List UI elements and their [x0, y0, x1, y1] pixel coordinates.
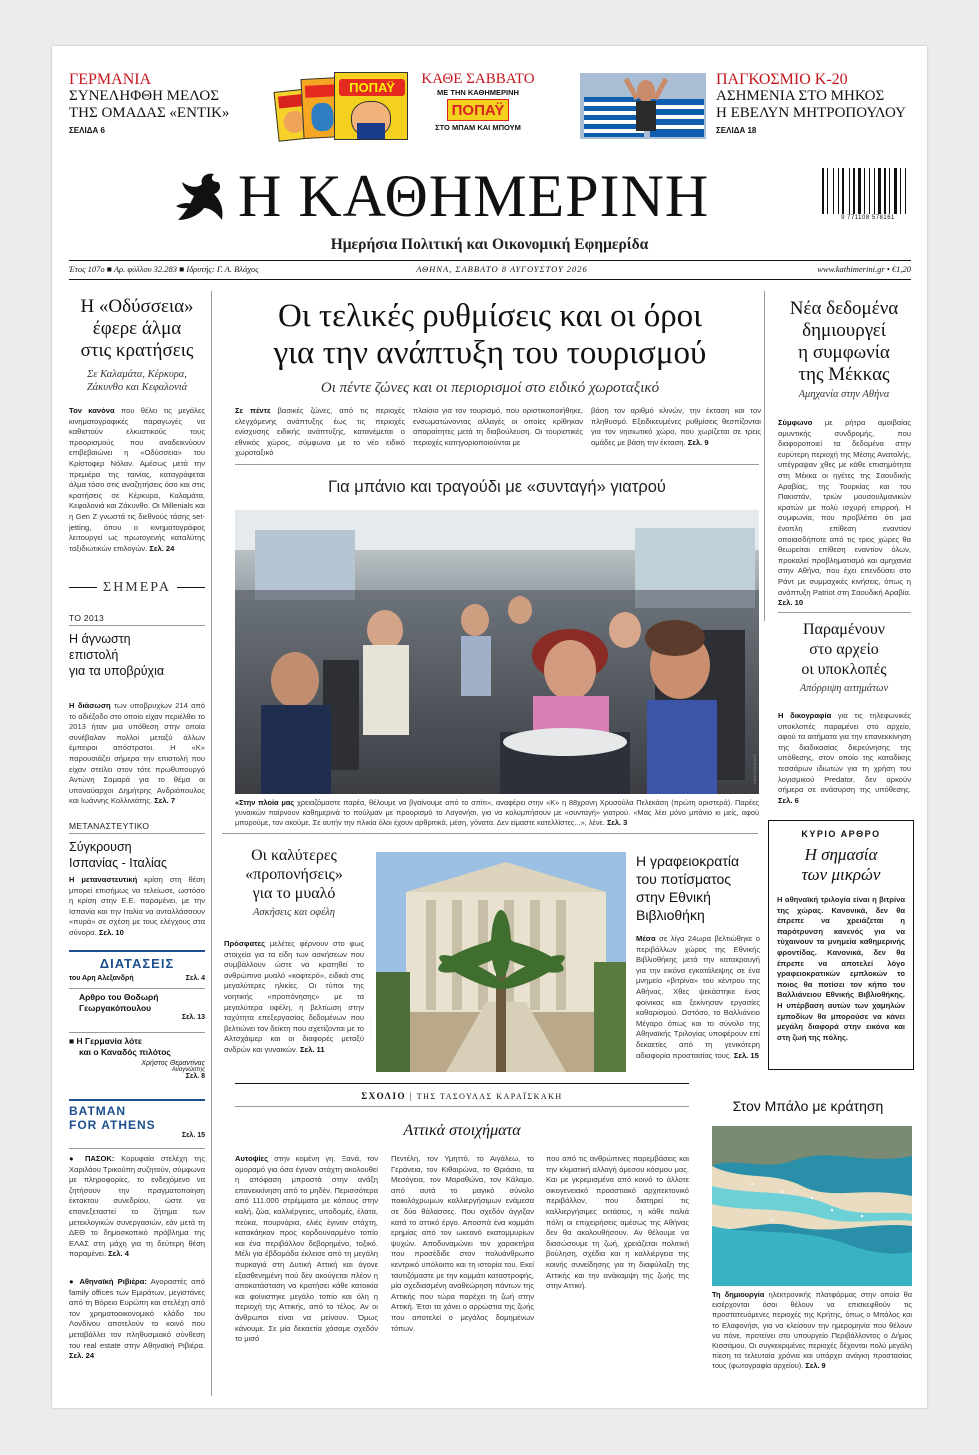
editorial-title-1: Η σημασία: [804, 845, 878, 864]
wiretaps-title-2: στο αρχείο: [809, 641, 879, 658]
barcode-bar: [858, 168, 861, 214]
left-item1-text: των υποβρυχίων 214 από το αδιέξοδο στο οποίο είχαν περιέλθει το 2013 ήταν μια υπόθεση στην οποία συνέβαλαν πολλοί μεταξύ άλλων έμπειροι απόστρατοι. Η «Κ» παρουσιάζει σήμερα την επιστολή που είχαν στείλει στον τότε πρωθυπουργό Αντώνη Σαμαρά για το θέμα οι υποναύαρχοι Δημήτρης Ανδριόπουλος και Ιωάννης Κολλινιάτης.: [69, 701, 205, 806]
mecca-lead-word: Σύμφωνο: [778, 418, 813, 427]
barcode-bar: [894, 168, 897, 214]
barcode-bar: [853, 168, 855, 214]
athlete-photo[interactable]: [580, 73, 706, 139]
index-byline-page: Σελ. 4: [185, 975, 205, 982]
library-body: [636, 934, 760, 1061]
barcode-bar: [842, 168, 844, 214]
library-title-1: Η γραφειοκρατία: [636, 853, 740, 869]
rule-scholio-top: [235, 1083, 689, 1084]
wiretaps-title-3: οι υποκλοπές: [801, 661, 887, 678]
bullet-pasok-lead-text: ΠΑΣΟΚ:: [84, 1154, 115, 1163]
wiretaps-title-1: Παραμένουν: [803, 621, 885, 638]
index-item-2-author: Χρήστος Θεραντίνας: [141, 1060, 205, 1067]
mecca-subtitle: Αμηχανία στην Αθήνα: [798, 389, 890, 400]
brain-page: Σελ. 11: [299, 1044, 325, 1054]
comic-cover-2-figure: [311, 102, 334, 131]
barcode-bar: [878, 168, 881, 214]
athlete-photo-illustration: [580, 73, 706, 139]
teaser-germany-page: ΣΕΛΙΔΑ 6: [69, 126, 105, 135]
teaser-popeye-line-1: ΜΕ ΤΗΝ ΚΑΘΗΜΕΡΙΝΗ: [437, 88, 519, 97]
editorial-body: Η αθηναϊκή τριλογία είναι η βιτρίνα της χώρας. Κανονικά, δεν θα έπρεπε να χρειάζεται η παρότρυνση κανενός για να τύχαινουν τα μνημεία καθημερινής φροντίδας. Κανονικά, δεν θα έπρεπε να αποτελεί λόγο γραφειοκρατικών εμπλοκών το ποιος θα ποτίσει τον κήπο του Βαλλιάνειου Εθνικής Βιβλιοθήκης. Η υπέρβαση αυτών των χαμηλών εμποδίων θα μπορούσε να κάνει μεγάλη διαφορά στην εικόνα και στη ζωή της πόλης.: [777, 895, 905, 1042]
photo-headline[interactable]: Για μπάνιο και τραγούδι με «συνταγή» γιατρού: [328, 478, 666, 496]
rule-index-top: [69, 950, 205, 952]
mecca-story[interactable]: [772, 298, 916, 400]
mecca-page: Σελ. 10: [778, 598, 804, 608]
teaser-k20[interactable]: [716, 71, 916, 135]
balos-photo[interactable]: [712, 1126, 912, 1286]
index-byline: του Αρη Αλεξανδρή: [69, 975, 134, 982]
rule-index-1: [69, 988, 205, 989]
rule-below-photo: [222, 833, 758, 834]
today-label-wrap: [69, 578, 205, 596]
batman-line-1: BATMAN: [69, 1104, 127, 1118]
barcode-bar: [833, 168, 834, 214]
library-photo-credit: NIKE KOKKALIS: [368, 1011, 373, 1042]
left-bullet-riviera: [69, 1277, 205, 1362]
rule-index-bottom: [69, 1148, 205, 1149]
main-headline-line-2: για την ανάπτυξη του τουρισμού: [273, 335, 707, 371]
comic-title: ΠΟΠΑΫ: [349, 80, 395, 95]
barcode-bar: [900, 168, 901, 214]
barcode-bar: [889, 168, 890, 214]
batman-for-athens[interactable]: [69, 1104, 205, 1139]
mecca-title-4: της Μέκκας: [798, 364, 890, 385]
index-item-2-role: Αναγνώστης: [171, 1067, 205, 1073]
bullet-riviera-page: Σελ. 24: [69, 1351, 95, 1361]
brain-title-3: για το μυαλό: [252, 885, 336, 902]
left-item1-page: Σελ. 7: [154, 796, 176, 806]
scholio-col-2: Πεντέλη, τον Υμηττό, το Αιγάλεω, το Γεράνεια, τον Κιθαιρώνα, το Θριάσιο, τα Μεσόγεια, τον Μαραθώνα, τον Κάλαμο, από αυτά το μαγικό σύνολο ποικιλόχρωμων καλλιεργήσιμων ενάμεσα σε δύο θάλασσες. Που σχεδόν άγγιξαν κατά το αττικό έργο. Αποσπά ένα κομμάτι ερημίας από τον ωκεανό εκατομμυρίων ψυχών. Αποδυναμώνει τον χαρακτήρα που προσέδιδε στον πολυάνθρωπο κεντρικό υπόλοιπο και τη ιστορία του. Εκεί ταυτιζόμαστε με την κομμάτι καταστροφής, μία σχεδιασμένη αναθεώρηση πάντων της Αττικής που τώρα παρέχει τη ζωή στην Αττική. Έτσι τα χάνει ο αρρώστια της ζωής που αποτελεί ο μεγάλος δομημένων τόπων.: [391, 1154, 534, 1333]
left-lead-title-2: έφερε άλμα: [92, 318, 182, 339]
wiretaps-story[interactable]: [772, 620, 916, 694]
left-item-migration[interactable]: [69, 821, 205, 871]
left-lead-story[interactable]: [69, 296, 205, 394]
mecca-body: [778, 418, 911, 609]
wiretaps-lead-word: Η δικογραφία: [778, 711, 832, 720]
main-col-1-text: βασικές ζώνες, από τις περιοχές ελεγχόμενης ανάπτυξης έως τις περιοχές ενίσχυσης ειδικής ανάπτυξης, κατανέμεται ο εθνικός χώρος, σύμφωνα με το νέο ειδικό χωροταξικό: [235, 406, 406, 458]
rule-wiretaps: [778, 612, 911, 613]
left-item2-title-2: Ισπανίας - Ιταλίας: [69, 856, 167, 870]
barcode-number: 9 771108 578161: [841, 215, 895, 221]
barcode-bar: [827, 168, 828, 214]
barcode: [822, 168, 914, 224]
left-lead-lead-word: Τον κανόνα: [69, 406, 115, 415]
popeye-shirt: [357, 123, 385, 139]
teaser-k20-page: ΣΕΛΙΔΑ 18: [716, 126, 757, 135]
dateline: ΑΘΗΝΑ, ΣΑΒΒΑΤΟ 8 ΑΥΓΟΥΣΤΟΥ 2026: [416, 264, 588, 274]
left-item2-text: κρίση στη θέση μπορεί επισήμως να τελείωσε, ωστόσο η κρίση στην Ε.Ε. παραμένει, με την Ισπανία και την Ιταλία να ανταλλάσσουν «πυρά» σε σχέση με τους ελέγχους στα σύνορα.: [69, 875, 205, 937]
index-item-2-title-1-text: Η Γερμανία λότε: [76, 1036, 142, 1046]
library-title-4: Βιβλιοθήκη: [636, 907, 705, 923]
index-item-2-title-1: ■ Η Γερμανία λότε: [69, 1036, 142, 1046]
barcode-bar: [869, 168, 870, 214]
balos-photo-illustration: [712, 1126, 912, 1286]
bus-photo[interactable]: [235, 510, 759, 794]
batman-line-2: FOR ATHENS: [69, 1118, 156, 1132]
main-headline[interactable]: [222, 298, 758, 372]
left-item1-body: [69, 701, 205, 807]
brain-subtitle: Ασκήσεις και οφέλη: [252, 907, 335, 918]
barcode-bar: [838, 168, 839, 214]
teaser-k20-kicker: ΠΑΓΚΟΣΜΙΟ Κ-20: [716, 71, 848, 88]
rule-scholio-bottom: [235, 1106, 689, 1107]
library-story[interactable]: [636, 852, 756, 924]
divider-right-top: [764, 291, 765, 621]
scholio-title[interactable]: Αττικά στοιχήματα: [403, 1122, 521, 1139]
teaser-popeye-line-2: ΣΤΟ ΜΠΑΜ ΚΑΙ ΜΠΟΥΜ: [435, 123, 521, 132]
masthead-title[interactable]: Η ΚΑΘΗΜΕΡΙΝΗ: [238, 163, 710, 229]
bus-caption-lead: «Στην πλοία μας: [235, 798, 295, 807]
comic-cover-2-band: [305, 84, 338, 98]
main-subhead: Οι πέντε ζώνες και οι περιορισμοί στο ειδικό χωροταξικό: [320, 380, 660, 396]
left-bullet-pasok: [69, 1154, 205, 1260]
newspaper-front-page: [52, 46, 927, 1408]
wiretaps-subtitle: Απόρριψη αιτημάτων: [799, 683, 889, 694]
bullet-pasok-text: Κορυφαία στελέχη της Χαριλάου Τρικούπη συζητούν, σύμφωνα με πληροφορίες, το ενδεχόμενο να ζητήσουν την πραγματοποίηση έκτακτου συνεδρίου, ώστε να επανεξεταστεί το ζήτημα των μετεκλογικών συνεργασιών, εάν μετά τη ΔΕΘ το δημοσκοπικό πρόβλημα της ΕΛΑΣ στη μάχη για τη δεύτερη θέση παραμένει.: [69, 1154, 205, 1259]
scholio-author: ΤΗΣ ΤΑΣΟΥΛΑΣ ΚΑΡΑΪΣΚΑΚΗ: [416, 1092, 563, 1101]
barcode-bar: [905, 168, 906, 214]
batman-page: Σελ. 15: [181, 1132, 205, 1139]
scholio-col-1: [235, 1154, 378, 1345]
mecca-title-1: Νέα δεδομένα: [789, 298, 899, 319]
left-item2-body: [69, 875, 205, 939]
rule-main-photo: [235, 464, 759, 465]
teaser-popeye-kicker: ΚΑΘΕ ΣΑΒΒΑΤΟ: [421, 71, 535, 87]
index-item-1-title-1: Αρθρο του Θοδωρή: [79, 992, 159, 1002]
editorial-title-2: των μικρών: [801, 865, 881, 884]
left-lead-subtitle-1: Σε Καλαμάτα, Κέρκυρα,: [87, 369, 187, 380]
scholio-col-3: που από τις ανθρώπινες παρεμβάσεις και την κλιματική αλλαγή άμεσου κόσμου μας. Και με γκρεμισμένα από κοινό το άλλοτε οικογενειακό προαστιακό αρχιτεκτονικό περιβάλλον, που διατηρεί τις καλλιεργήσιμες εκτάσεις, η κάθε παλιά πόλη οι επιχειρήσεις αμέσως της Αθήνας δεν θα ακολουθήσουν. Αν θέλουμε να διασώσουμε τη ζωή, χρειάζεται πολιτική βούληση, σχέδια και η καλλιέργεια της κοινής συνείδησης για τη διαφύλαξη της Αττικής και την ανάκαμψη της ζωής της στην Αττική.: [546, 1154, 689, 1291]
bullet-riviera-lead: ● Αθηναϊκή Ριβιέρα:: [69, 1277, 147, 1286]
library-lead-word: Μέσα: [636, 934, 656, 943]
left-item2-label: ΜΕΤΑΝΑΣΤΕΥΤΙΚΟ: [69, 821, 205, 834]
bus-caption-page: Σελ. 3: [606, 818, 628, 827]
scholio-col-1-text: στην κομένη γη. Ξανά, τον ομοραμό για όσα έγιναν στάχτη ακολουθεί η απόφαση μπροστά στην ανάξη επανεκκίνηση από το μηδέν. Περισσότερα από 111.000 στρέμματα με κόπους στην καλή, ζώα, καλλιέργειες, υποδομές, έλατα, πεύκα, πουρνάρια, ελιές έγιναν στάχτη, κατακάηκαν προς κορδουναρμένο τοπίο και ένα περιβάλλον δεβορημένο, τοξικό. Μέλι για έβδομάδα έκλεισε από τη μεγάλη πυρκαγιά στη Δυτική Αττική και άγονε εξασθενημένη πού δεν ακούγεται πλέον η αποκατάσταση να κρατήσει κάθε κατοικία και φοίνιστηκε μεγάλο τοπίο και όλη η περιοχή της Αττικής, από το τέλος. Αν οι άνθρωποι είναι να μείνουν. Όμως κάνουμε. Σε μία δεκαετία χάσαμε σχεδόν το μισό: [235, 1154, 378, 1344]
left-item2-page: Σελ. 10: [98, 927, 124, 937]
left-item2-lead-word: Η μεταναστευτική: [69, 875, 138, 884]
barcode-bar: [864, 168, 865, 214]
popeye-logo: [447, 99, 509, 121]
teaser-k20-title-1: ΑΣΗΜΕΝΙΑ ΣΤΟ ΜΗΚΟΣ: [716, 88, 885, 104]
main-col-3-text: βάση τον αριθμό κλινών, την έκταση και τον πληθυσμό. Εξειδικευμένες ρυθμίσεις θεσπίζονται για τον νησιωτικό χώρο, που χωρίζεται σε τρεις ομάδες με βάση την έκταση.: [591, 406, 761, 447]
brain-title-1: Οι καλύτερες: [251, 847, 337, 864]
comic-cover-3: [334, 72, 408, 140]
balos-lead-word: Τη δημιουργία: [712, 1290, 765, 1299]
library-title-3: στην Εθνική: [636, 889, 711, 905]
index-item-2-title-2: και ο Καναδός πιλότος: [79, 1047, 171, 1057]
barcode-bar: [884, 168, 886, 214]
teaser-germany-kicker: ΓΕΡΜΑΝΙΑ: [69, 71, 152, 88]
barcode-bar: [849, 168, 850, 214]
index-byline-row: [69, 973, 205, 984]
brain-body: [224, 939, 364, 1056]
wiretaps-page: Σελ. 6: [778, 795, 799, 805]
left-item1-label: ΤΟ 2013: [69, 613, 205, 626]
main-col-1: [235, 406, 405, 459]
divider-left: [211, 291, 212, 1396]
main-headline-line-1: Οι τελικές ρυθμίσεις και οι όροι: [277, 298, 703, 334]
rule-masthead-top: [69, 260, 911, 261]
barcode-bars: [822, 168, 914, 214]
left-lead-title-3: στις κρατήσεις: [80, 340, 194, 361]
wiretaps-text: για τις τηλεφωνικές υποκλοπές παραμένει στο αρχείο, αφού τα αιτήματα για την επανεκκίνηση της διαδικασίας διερεύνησης της υπόθεσης, στον οποίο της καταδίκης τεσσάρων ιδιωτών για τη χρήση του λογισμικού Predator, δεν αρκούν σήμερα σε ανάσυρση της υπόθεσης.: [778, 711, 911, 795]
scholio-label: ΣΧΟΛΙΟ: [361, 1091, 406, 1101]
left-lead-subtitle-2: Ζάκυνθο και Κεφαλονιά: [86, 382, 188, 393]
teaser-germany-title-1: ΣΥΝΕΛΗΦΘΗ ΜΕΛΟΣ: [69, 88, 219, 104]
left-lead-title-1: Η «Οδύσσεια»: [80, 296, 194, 317]
bus-caption-text: χρειαζόμαστε παρέα, θέλουμε να βγαίνουμε από το σπίτι», αναφέρει στην «Κ» η 88χρονη Χρυσούλα Πελεκάση (πρώτη αριστερά). Παρέες γυναικών παίρνουν καθημερινά το πούλμαν με προορισμό το Λαγονήσι, για να κολυμπήσουν με «συνταγή» γιατρού. «Μας λέει μόνο μπάνιο κι μείς, αφού μπορούμε, τον ακούμε. Σε αυτήν την πλικία όλοι έχουν αρθριτικά, μέση, γόνατα. Δεν είμαστε κατελλίστες...», λένε.: [235, 798, 759, 827]
griffin-logo-icon: [172, 168, 230, 226]
left-lead-text: που θέλει τις μεγάλες κινηματογραφικές παραγωγές να καθιστούν ελκυστικούς τους προορισμούς που αναδεικνύουν επιβεβαιώνει η «Οδύσσεια» του Κρίστοφερ Νόλαν. Αμέσως μετά την πρεμιέρα της ταινίας, καταγράφεται άλμα τόσο στις αναζητήσεις όσο και στις κρατήσεις σε Κέρκυρα, Καλαμάτα, Κεφαλονιά και Ζάκυνθο. Οι Millenials και η Gen Z γνωστά τις διεθνούς τάσης set-jetting, όπου ο κινηματογράφος λειτουργεί ως πρωτογενής καταλύτης ταξιδιωτικών επιλογών.: [69, 406, 206, 553]
barcode-bar: [822, 168, 824, 214]
bus-photo-caption: [235, 798, 759, 828]
popeye-logo-text: ΠΟΠΑΫ: [451, 102, 505, 119]
left-item2-title-1: Σύγκρουση: [69, 840, 132, 854]
rule-index-2: [69, 1032, 205, 1033]
library-photo-illustration: [376, 852, 626, 1072]
brain-lead-word: Πρόσφατες: [224, 939, 266, 948]
editorial-box[interactable]: [768, 820, 914, 1070]
brain-title-2: «προπονήσεις»: [245, 866, 343, 883]
balos-title[interactable]: Στον Μπάλο με κράτηση: [732, 1098, 884, 1114]
left-item1-title-2: επιστολή: [69, 648, 119, 662]
teaser-germany[interactable]: [69, 71, 259, 135]
bus-photo-illustration: [235, 510, 759, 794]
bullet-pasok-lead: ● ΠΑΣΟΚ:: [69, 1154, 115, 1163]
bullet-pasok-page: Σελ. 4: [108, 1249, 129, 1259]
scholio-col-1-lead: Αυτοψίες: [235, 1154, 269, 1163]
balos-page: Σελ. 9: [805, 1361, 826, 1371]
teaser-germany-title-2: ΤΗΣ ΟΜΑΔΑΣ «ΕΝΤΙΚ»: [69, 105, 230, 121]
bus-photo-credit: NIKE KOKKALIS: [752, 754, 757, 785]
barcode-bar: [874, 168, 875, 214]
wiretaps-body: [778, 711, 911, 806]
brain-text: μελέτες φέρνουν στο φως στοιχεία για τα είδη των ασκήσεων που συμβάλλουν ώστε να κρατηθεί το ανθρώπινο μυαλό «κοφτερό», ειδικά στις μεγαλύτερες ηλικίες. Οι τύποι της νοητικής «προπόνησης» με τα μεγαλύτερα οφέλη, η βελτίωση στην ταχύτητα επεξεργασίας δεδομένων που βελτιώνει τον δείκτη που σχετίζονται με το Αλτσχάιμερ και οι διαφορές μεταξύ ανδρών και γυναικών.: [224, 939, 364, 1054]
mecca-text: με ρήτρα αμοιβαίας αμυντικής συνδρομής, που διαφοροποιεί τα δεδομένα στην ευρύτερη περιοχή της Μέσης Ανατολής, υπέγραψαν χθες με κάθε επισημότητα στη Μέκκα οι ηγέτες της Σαουδικής Αραβίας, της Τουρκίας και του Πακιστάν, τριών μουσουλμανικών κρατών με πολύ ισχυρή επιρροή. Η συμφωνία, που προβλέπει ότι μια ένοπλη επίθεση εναντίον οποιασδήποτε από τις τρεις χώρες θα θεωρείται επίθεση εναντίον όλων, προκαλεί προβληματισμό και αμηχανία στην Αθήνα, που έχει επενδύσει στο Ράντ με συμμαχικές κινήσεις, όπως η ανάπτυξη Patriot στη Σαουδική Αραβία.: [778, 418, 911, 597]
balos-text: ηλεκτρονικής πλατφόρμας στην οποία θα εισέρχονται όσοι θέλουν να επισκεφθούν τις προστατευόμενες περιοχές της Κρήτης, όπως ο Μπάλος και το Ελαφονήσι, για να κλείσουν την ημερομηνία που θέλουν να πάνε, προτείνει στο υπουργείο Περιβάλλοντος ο Δήμος Κισσάμου. Οι συγκεκριμένες περιοχές δέχονται πολύ μεγάλη πίεση τα τελευταία χρόνια και υπάρχει ανάγκη προστασίας τους (φωτογραφία αρχείου).: [712, 1290, 912, 1371]
mecca-title-3: η συμφωνία: [798, 342, 890, 363]
scholio-header[interactable]: ΣΧΟΛΙΟ | ΤΗΣ ΤΑΣΟΥΛΑΣ ΚΑΡΑΪΣΚΑΚΗ: [361, 1091, 563, 1101]
index-item-2-page: Σελ. 8: [185, 1073, 205, 1080]
index-item-1-page: Σελ. 13: [181, 1014, 205, 1021]
index-item-1[interactable]: [69, 992, 205, 1021]
main-col-3-page: Σελ. 9: [687, 437, 709, 447]
bullet-riviera-text: Αγοραστές από family offices των Εμιράτων, μεγιστάνες από τη Βόρειο Ευρώπη και στελέχη από τον χρηματοοικονομικό κλάδο του Λονδίνου αποτελούν το κοινό που μεταβάλλει τον πληθυσμιακό σύνθεση του real estate στην Αθηναϊκή Ριβιέρα.: [69, 1277, 205, 1350]
index-item-2[interactable]: [69, 1036, 205, 1080]
rule-index-3: [69, 1099, 205, 1101]
edition-info: Έτος 107ο ■ Αρ. φύλλου 32.283 ■ Ιδρυτής: Γ. Α. Βλάχος: [69, 264, 259, 274]
mecca-title-2: δημιουργεί: [802, 320, 886, 341]
left-lead-page: Σελ. 24: [149, 543, 175, 553]
teaser-popeye[interactable]: [419, 71, 537, 132]
main-col-3: [591, 406, 761, 448]
library-text: σε λίγα 24ωρα βελτιώθηκε ο περιβάλλων χώρος της Εθνικής Βιβλιοθήκης μετά την κατακραυγή για την εικόνα εγκατάλειψης σε ένα μνημείο «βιτρίνα» του κέντρου της Αθήνας. Χθες ψεκάστηκε ένας φοίνικας και ξεκίνησαν εργασίες καθαρισμού. Ωστόσο, το Βαλλιάνειο Μέγαρο όπως και το σύνολο της Αθηναϊκής Τριλογίας υποφέρουν επί δεκαετίες από τη γενικότερη αδιαφορία προστασίας τους.: [636, 934, 760, 1060]
popeye-comics-image[interactable]: [276, 72, 408, 142]
index-item-1-title-2: Γεωργακόπουλου: [79, 1003, 152, 1013]
rule-masthead-bottom: [69, 279, 911, 280]
brain-story[interactable]: [224, 846, 364, 918]
left-item1-title-1: Η άγνωστη: [69, 632, 131, 646]
website-price[interactable]: www.kathimerini.gr • €1,20: [817, 264, 911, 274]
left-item1-lead-word: Η διάσωση: [69, 701, 111, 710]
library-photo[interactable]: [368, 852, 626, 1072]
left-item1-title-3: για τα υποβρύχια: [69, 664, 165, 678]
left-item-submarines[interactable]: [69, 613, 205, 679]
main-col-2: πλαίσιο για τον τουρισμό, που οριστικοποιήθηκε, ενσωματώνοντας αλλαγές οι οποίες κρίθηκαν απαραίτητες μετά τη διαβούλευση. Οι τουριστικές περιοχές κατηγοριοποιούνται με: [413, 406, 583, 447]
editorial-label: ΚΥΡΙΟ ΑΡΘΡΟ: [801, 829, 881, 839]
balos-body: [712, 1290, 912, 1372]
library-page: Σελ. 15: [733, 1050, 759, 1060]
main-col-1-lead: Σε πέντε: [235, 406, 271, 415]
index-title[interactable]: ΔΙΑΤΑΣΕΙΣ: [99, 956, 175, 971]
today-label: ΣΗΜΕΡΑ: [97, 580, 177, 595]
library-title-2: του ποτίσματος: [636, 871, 732, 887]
left-lead-body: [69, 406, 205, 554]
teaser-k20-title-2: Η ΕΒΕΛΥΝ ΜΗΤΡΟΠΟΥΛΟΥ: [716, 105, 906, 121]
bullet-riviera-lead-text: Αθηναϊκή Ριβιέρα:: [79, 1277, 147, 1286]
masthead-subtitle: Ημερήσια Πολιτική και Οικονομική Εφημερίδα: [330, 236, 649, 253]
